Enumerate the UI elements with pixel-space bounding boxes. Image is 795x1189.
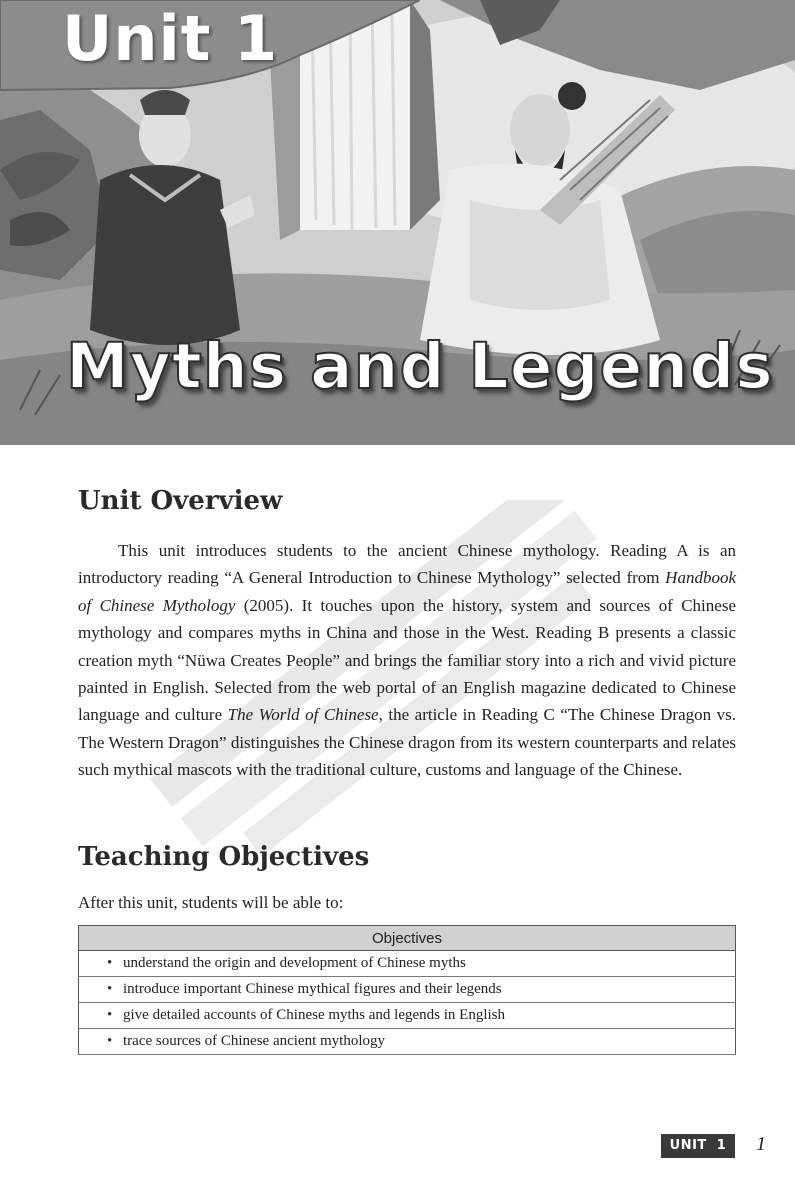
overview-paragraph — [78, 537, 736, 784]
objective-text: introduce important Chinese mythical figures and their legends — [123, 981, 502, 997]
bullet-icon: • — [107, 981, 113, 997]
table-row — [79, 1029, 736, 1055]
unit-main-title: Myths and Legends — [66, 330, 774, 403]
objective-text: trace sources of Chinese ancient mythology — [123, 1033, 386, 1049]
overview-text-part-1: This unit introduces students to the ancient Chinese mythology. Reading A is an introductory reading “A General Introduction to Chinese Mythology” selected from — [78, 541, 736, 588]
objective-text: understand the origin and development of Chinese myths — [123, 955, 466, 971]
objectives-intro: After this unit, students will be able to: — [78, 893, 344, 912]
objective-item — [79, 1029, 736, 1055]
section-heading-overview: Unit Overview — [78, 486, 283, 516]
hero-banner — [0, 0, 795, 445]
footer-unit-badge — [661, 1134, 735, 1158]
page-number: 1 — [756, 1133, 766, 1155]
objective-text: give detailed accounts of Chinese myths and legends in English — [123, 1007, 506, 1023]
bullet-icon: • — [107, 1033, 113, 1049]
table-header-objectives: Objectives — [79, 926, 736, 951]
overview-text-part-2: (2005). It touches upon the history, system and sources of Chinese mythology and compares myths in China and those in the West. Reading B presents a classic creation myth “Nüwa Creates People” and brings the familiar story into a rich and vivid picture painted in English. Selected from the web portal of an English magazine dedicated to Chinese language and culture — [78, 595, 736, 725]
footer-unit-label: UNIT — [669, 1138, 707, 1153]
section-heading-objectives: Teaching Objectives — [78, 842, 370, 872]
overview-text-part-3: , the article in Reading C “The Chinese Dragon vs. The Western Dragon” distinguishes the Chinese dragon from its western counterparts and relates such mythical mascots with the traditional culture, customs and language of the Chinese. — [78, 705, 736, 780]
book-title: Handbook of Chinese Mythology — [78, 568, 736, 615]
bullet-icon: • — [107, 955, 113, 971]
objectives-table — [78, 925, 736, 1055]
objective-item — [79, 977, 736, 1003]
objective-item — [79, 1003, 736, 1029]
table-header-row — [79, 926, 736, 951]
bullet-icon: • — [107, 1007, 113, 1023]
table-row — [79, 951, 736, 977]
magazine-title: The World of Chinese — [227, 705, 379, 725]
table-row — [79, 1003, 736, 1029]
table-row — [79, 977, 736, 1003]
objective-item — [79, 951, 736, 977]
unit-title: Unit 1 — [62, 2, 279, 75]
footer-unit-number: 1 — [716, 1138, 727, 1153]
